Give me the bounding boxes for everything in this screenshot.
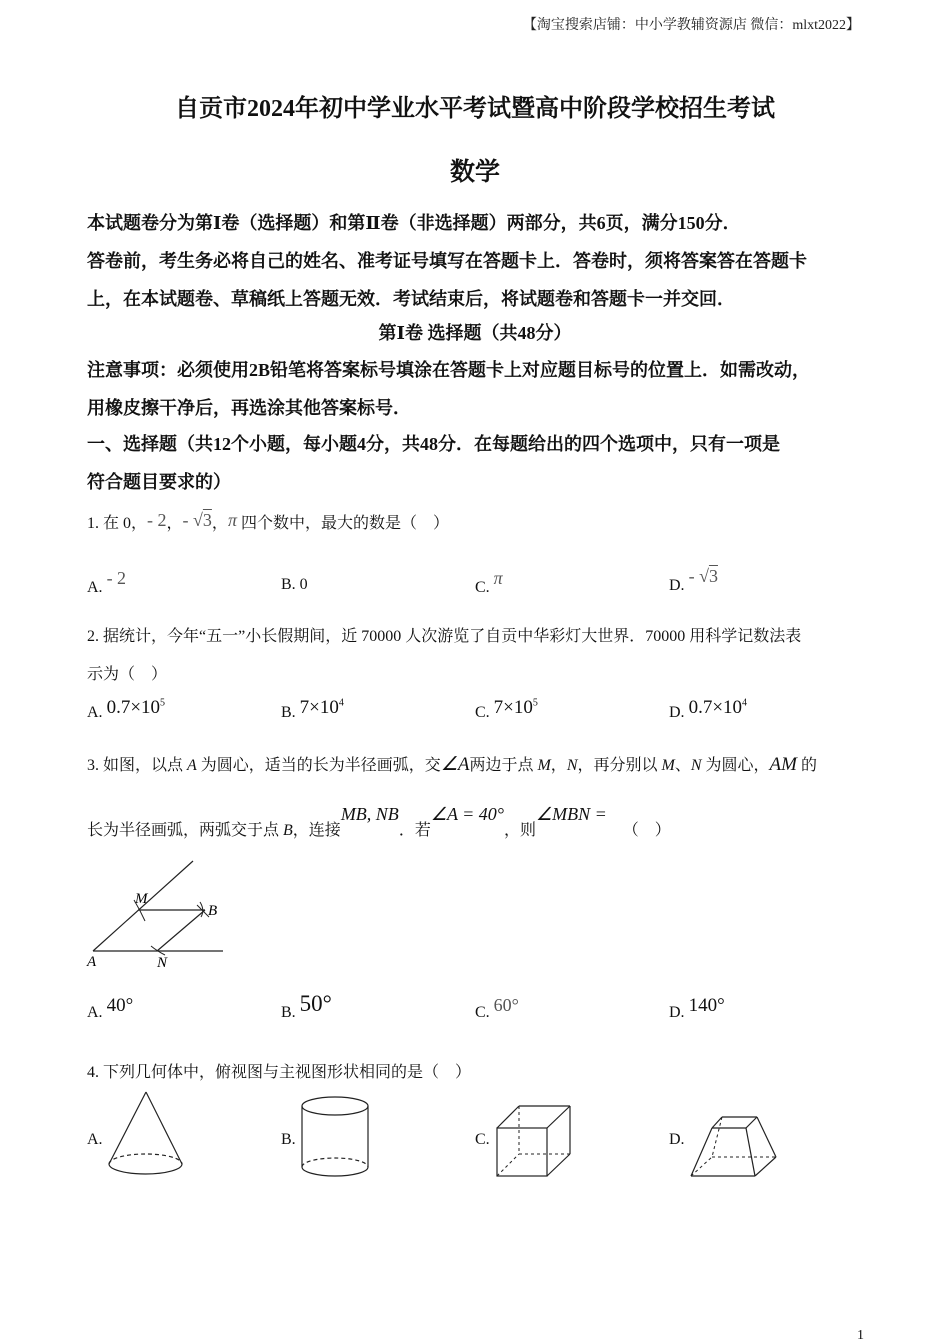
q1-number-pi: π [227,510,237,530]
label-b: B [208,903,218,919]
q1-number-negsqrt3: - √3 [182,510,212,530]
q1-number-neg2: - 2 [147,510,167,530]
q3-geometry-figure [85,855,235,975]
exam-title: 自贡市2024年初中学业水平考试暨高中阶段学校招生考试 [175,96,775,122]
frustum-figure [686,1110,782,1184]
question-4: 4. 下列几何体中，俯视图与主视图形状相同的是（ ） [87,1064,472,1081]
q3-option-d[interactable]: D. 140° [669,995,725,1021]
part1-line-1: 一、选择题（共12个小题，每小题4分，共48分．在每题给出的四个选项中，只有一项是 [87,434,780,454]
cone-figure [105,1088,187,1180]
segment-nb [157,910,205,951]
q3-option-a[interactable]: A. 40° [87,995,134,1021]
q2-option-a[interactable]: A. $0.7\times 10^5$ [87,697,166,721]
question-3-line-2: 长为半径画弧，两弧交于点 B，连接MB, NB．若∠A = 40°，则∠MBN =（ ） [87,804,671,839]
section-title: 第Ⅰ卷 选择题（共48分） [378,323,572,343]
q4-option-a[interactable]: A. [87,1131,103,1148]
q4-option-d[interactable]: D. [669,1131,685,1148]
page-number: 1 [857,1328,864,1343]
label-n: N [157,955,168,971]
subject-title: 数学 [449,159,500,186]
notes-line-2: 用橡皮擦干净后，再选涂其他答案标号． [87,398,411,418]
page-header: 【淘宝搜索店铺：中小学教辅资源店 微信：mlxt2022】 [522,18,860,33]
label-m: M [135,891,148,907]
q1-option-a[interactable]: A. - 2 [87,568,127,596]
intro-line-2: 答卷前，考生务必将自己的姓名、准考证号填写在答题卡上．答卷时，须将答案答在答题卡 [87,251,807,271]
q2-option-c[interactable]: C. $7\times 10^5$ [475,697,538,721]
q3-option-b[interactable]: B. 50° [281,991,332,1021]
question-3-line-1: 3. 如图，以点 A 为圆心，适当的长为半径画弧，交∠A两边于点 M，N，再分别以 M、N 为圆心，AM 的 [87,754,817,775]
q2-option-d[interactable]: D. $0.7\times 10^4$ [669,697,748,721]
cube-figure [492,1100,578,1184]
question-2-line-2: 示为（ ） [87,666,168,683]
intro-line-3: 上，在本试题卷、草稿纸上答题无效．考试结束后，将试题卷和答题卡一并交回． [87,289,735,309]
part1-line-2: 符合题目要求的） [87,472,231,492]
notes-line-1: 注意事项：必须使用2B铅笔将答案标号填涂在答题卡上对应题目标号的位置上．如需改动， [87,360,811,380]
q2-option-b[interactable]: B. $7\times 10^4$ [281,697,344,721]
q1-option-d[interactable]: D. - √3 [669,566,718,594]
q4-option-b[interactable]: B. [281,1131,296,1148]
intro-line-1: 本试题卷分为第Ⅰ卷（选择题）和第Ⅱ卷（非选择题）两部分，共6页，满分150分． [87,213,741,233]
cylinder-figure [298,1090,374,1182]
question-1: 1. 在 0，- 2，- √3，π 四个数中，最大的数是（ ） [87,510,449,532]
q1-option-b[interactable]: B. 0 [281,576,308,593]
label-a: A [87,954,97,970]
q4-option-c[interactable]: C. [475,1131,490,1148]
q3-option-c[interactable]: C. 60° [475,995,519,1021]
q1-option-c[interactable]: C. π [475,568,503,596]
question-2-line-1: 2. 据统计，今年“五一”小长假期间，近 70000 人次游览了自贡中华彩灯大世界．70000 用科学记数法表 [87,628,802,645]
